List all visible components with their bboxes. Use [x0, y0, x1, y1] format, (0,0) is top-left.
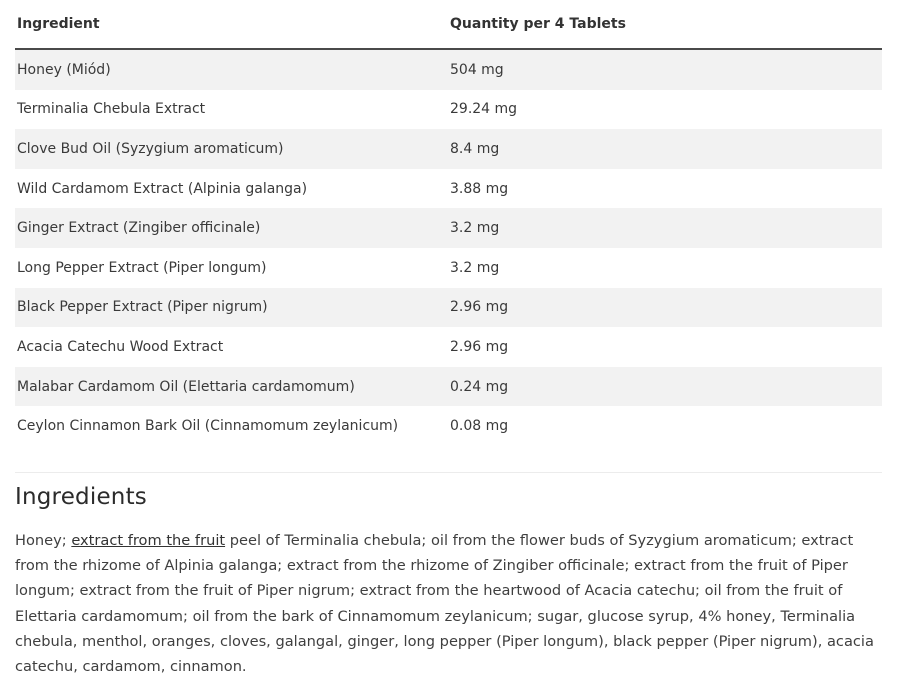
table-row [15, 169, 882, 209]
ingredient-quantity: 3.2 mg [450, 259, 500, 276]
ingredient-name: Acacia Catechu Wood Extract [17, 338, 224, 355]
table-row [15, 367, 882, 407]
ingredient-quantity-table [15, 0, 882, 446]
table-row [15, 248, 882, 288]
ingredient-quantity: 3.88 mg [450, 180, 509, 197]
ingredient-name: Malabar Cardamom Oil (Elettaria cardamomum) [15, 367, 448, 407]
ingredient-quantity: 2.96 mg [450, 338, 509, 355]
extract-from-fruit-link[interactable]: extract from the fruit [71, 531, 226, 549]
table-row [15, 327, 882, 367]
ingredient-name: Honey (Miód) [15, 49, 448, 90]
ingredients-text [15, 528, 883, 679]
ingredients-text-start: Honey; [15, 531, 72, 549]
ingredient-name: Wild Cardamom Extract (Alpinia galanga) [17, 180, 308, 197]
header-quantity: Quantity per 4 Tablets [448, 0, 882, 49]
ingredient-name: Long Pepper Extract (Piper longum) [17, 259, 267, 276]
ingredient-quantity: 2.96 mg [448, 288, 882, 328]
table-row [15, 208, 882, 248]
ingredient-name: Ceylon Cinnamon Bark Oil (Cinnamomum zeylanicum) [17, 418, 399, 435]
table-row [15, 406, 882, 446]
ingredients-text-rest: peel of Terminalia chebula; oil from the flower buds of Syzygium aromaticum; extract from the rhizome of Alpinia galanga; extract from the rhizome of Zingiber officinale; extract from the fruit of Piper longum; extract from the fruit of Piper nigrum; extract from the heartwood of Acacia catechu; oil from the fruit of Elettaria cardamomum; oil from the bark of Cinnamomum zeylanicum; sugar, glucose syrup, 4% honey, Terminalia chebula, menthol, oranges, cloves, galangal, ginger, long pepper (Piper longum), black pepper (Piper nigrum), acacia catechu, cardamom, cinnamon. [15, 531, 874, 675]
section-divider [15, 472, 882, 473]
ingredient-quantity: 504 mg [448, 49, 882, 90]
ingredient-quantity: 8.4 mg [448, 129, 882, 169]
table-row [15, 288, 882, 328]
table-header-row [15, 0, 882, 49]
table-row [15, 49, 882, 90]
ingredient-name: Terminalia Chebula Extract [17, 101, 206, 118]
ingredient-quantity: 0.08 mg [450, 418, 509, 435]
ingredient-name: Black Pepper Extract (Piper nigrum) [15, 288, 448, 328]
ingredient-name: Ginger Extract (Zingiber officinale) [15, 208, 448, 248]
table-row [15, 129, 882, 169]
header-ingredient: Ingredient [15, 0, 448, 49]
table-row [15, 90, 882, 130]
ingredient-quantity: 0.24 mg [448, 367, 882, 407]
ingredient-quantity: 29.24 mg [450, 101, 518, 118]
ingredients-heading: Ingredients [15, 483, 147, 510]
ingredient-name: Clove Bud Oil (Syzygium aromaticum) [15, 129, 448, 169]
ingredient-quantity: 3.2 mg [448, 208, 882, 248]
